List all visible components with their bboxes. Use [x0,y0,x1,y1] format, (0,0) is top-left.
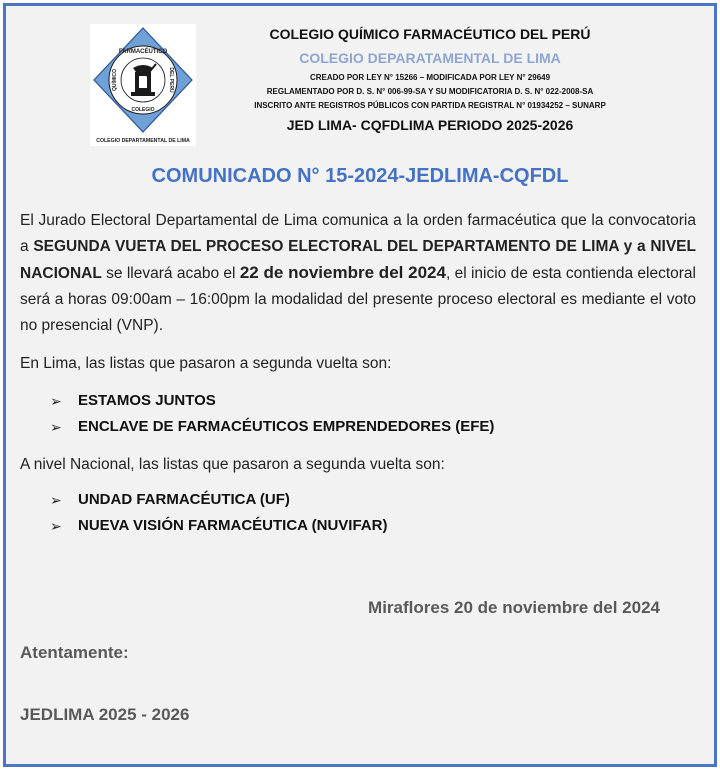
logo-ring-top: FARMACÉUTICO [118,49,168,55]
logo-emblem-icon [90,24,196,146]
national-lists [50,487,387,539]
communique-title: COMUNICADO N° 15-2024-JEDLIMA-CQFDL [151,165,569,187]
period-line: JED LIMA- CQFDLIMA PERIODO 2025-2026 [286,117,574,133]
election-date: 22 de noviembre del 2024 [239,263,446,282]
paragraph-text: El Jurado Electoral Departamental de Lima comunica a la orden farmacéutica que la convocatoria a [20,212,696,255]
signature: JEDLIMA 2025 - 2026 [20,705,190,724]
arrow-bullet-icon: ➢ [50,492,62,508]
list-item: ➢ ESTAMOS JUNTOS [50,388,494,414]
logo-caption: COLEGIO DEPARTAMENTAL DE LIMA [96,138,190,144]
org-name: COLEGIO QUÍMICO FARMACÉUTICO DEL PERÚ [269,26,591,42]
logo-ring-right: DEL PERÚ [168,67,174,93]
list-item: ➢ UNDAD FARMACÉUTICA (UF) [50,487,387,513]
list-item: ➢ ENCLAVE DE FARMACÉUTICOS EMPRENDEDORES (EFE) [50,414,494,440]
logo-ring-bottom: COLEGIO [131,107,155,113]
law-line: CREADO POR LEY N° 15266 – MODIFICADA POR LEY N° 29649 [309,73,551,82]
paragraph-text: , el inicio de esta contienda electoral será a horas 09:00am – 16:00pm la modalidad del presente proceso electoral es mediante el voto no presencial (VNP). [20,265,696,334]
registry-line: INSCRITO ANTE REGISTROS PÚBLICOS CON PARTIDA REGISTRAL N° 01934252 – SUNARP [254,101,606,110]
org-subtitle: COLEGIO DEPARATAMENTAL DE LIMA [299,50,561,66]
closing-line: Atentamente: [20,643,129,662]
paragraph-text: se llevará acabo el [101,265,240,282]
arrow-bullet-icon: ➢ [50,393,62,409]
arrow-bullet-icon: ➢ [50,518,62,534]
signature-date: Miraflores 20 de noviembre del 2024 [368,598,660,617]
arrow-bullet-icon: ➢ [50,419,62,435]
election-name: SEGUNDA VUETA DEL PROCESO ELECTORAL DEL DEPARTAMENTO DE LIMA y a NIVEL NACIONAL [20,238,696,282]
logo-ring-left: QUÍMICO [112,69,118,91]
list-item: ➢ NUEVA VISIÓN FARMACÉUTICA (NUVIFAR) [50,513,387,539]
college-logo [90,24,196,146]
regulation-line: REGLAMENTADO POR D. S. N° 006-99-SA Y SU MODIFICATORIA D. S. N° 022-2008-SA [266,87,594,96]
lima-lists [50,388,494,440]
announcement-paragraph [20,208,696,339]
lima-intro: En Lima, las listas que pasaron a segunda vuelta son: [20,355,392,372]
national-intro: A nivel Nacional, las listas que pasaron a segunda vuelta son: [20,456,445,473]
